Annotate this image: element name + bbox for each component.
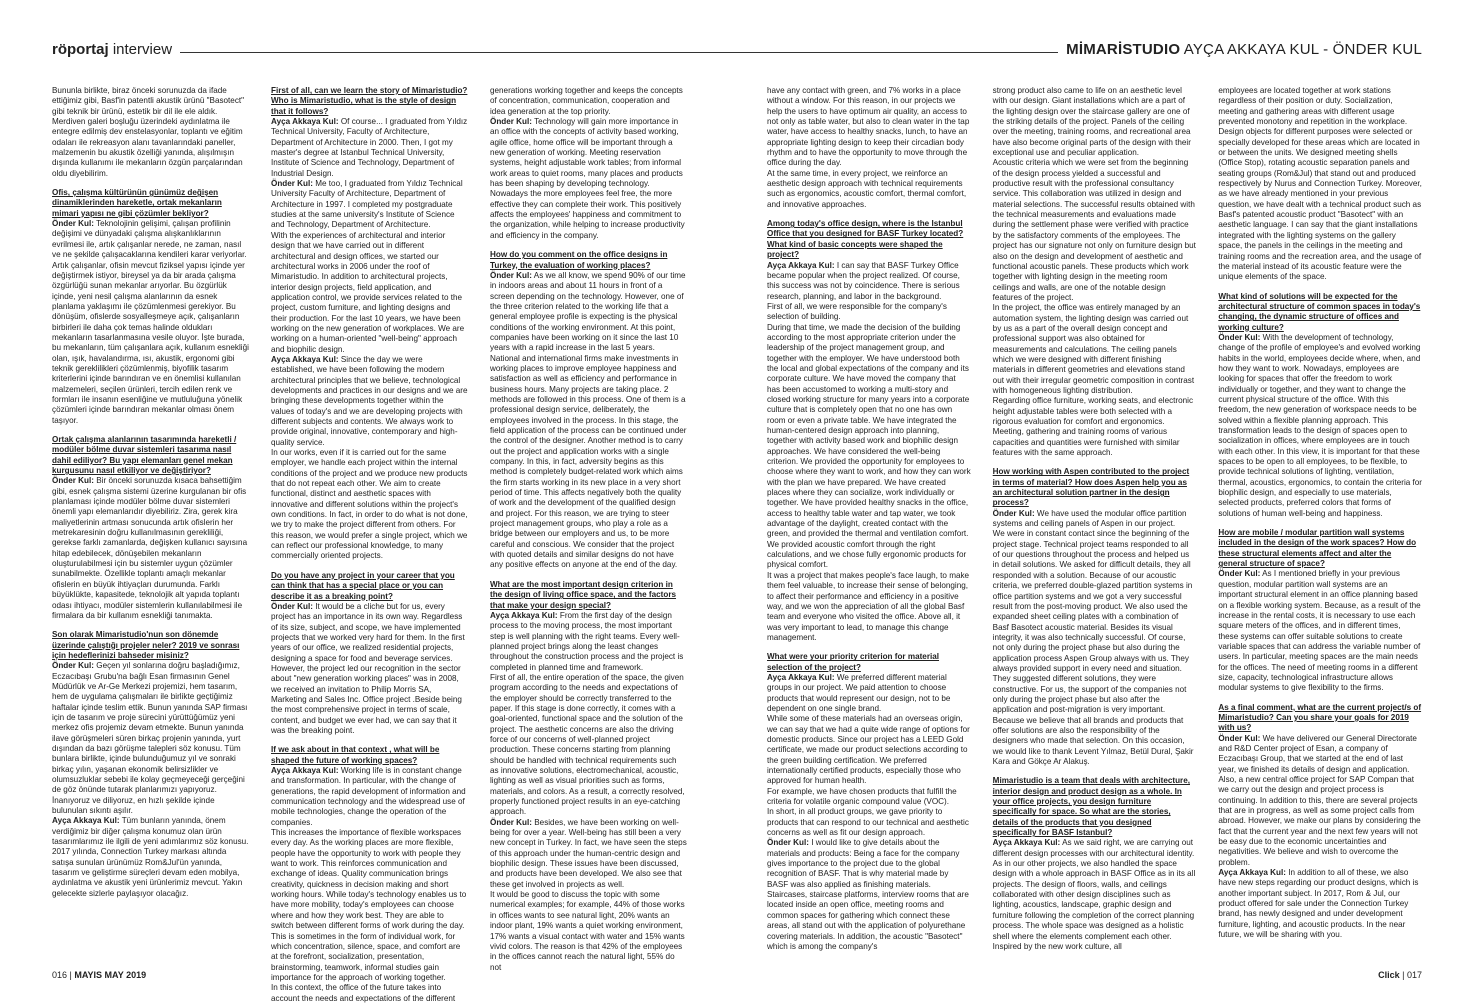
answer-text: I would like to give details about the materials and products: Being a face for the company gives importance to the project due to the global recognition of BASF. That is why material made by BASF was also applied as finishing materials. Staircases, staircase platforms, interview rooms that are located inside an open office, meeting rooms and common spaces for gathering which connect these areas, all stand out with the application of polyurethane covering materials. In addition, the acoustic "Basotect" which is among the company's bbox=[767, 838, 969, 951]
speaker: Ayça Akkaya Kul: bbox=[992, 838, 1061, 848]
paragraph: In our works, even if it is carried out for the same employer, we handle each project within the internal conditions of the project and we produce new products that do not repeat each other. We aim to create functional, distinct and aesthetic spaces with innovative and different solutions within the project's own conditions. In fact, in order to do what is not done, we try to make the project different from others. For this reason, we would prefer a single project, which we can reflect our professional knowledge, to many commercially oriented projects. bbox=[271, 448, 468, 561]
answer bbox=[993, 838, 1197, 952]
question: What were your priority criterion for material selection of the project? bbox=[767, 652, 940, 672]
answer-text: Tüm bunların yanında, önem verdiğimiz bir diğer çalışma konumuz olan ürün tasarımlarımız ile ilgili de yeni adımlarımız söz konusu. 2017 yılında, Connection Turkey markası altında satışa sunulan ürünümüz Rom&Jul'ün yanında, tasarım ve geliştirme süreçleri devam eden mobilya, aydınlatma ve akustik yeni ürünlerimiz mevcut. Yakın gelecekte sizlerle paylaşıyor olacağız. bbox=[52, 816, 249, 898]
right-page bbox=[767, 86, 1422, 958]
answer bbox=[271, 117, 468, 179]
speaker: Ayça Akkaya Kul: bbox=[767, 260, 835, 270]
paragraph: Bununla birlikte, biraz önceki sorunuzda da ifade ettiğimiz gibi, Basf'in patentli akustik ürünü "Basotect" gibi teknik bir ürünü, estetik bir dil ile ele aldık. Merdiven galeri boşluğu üzerindeki aydınlatma ile entegre edilmiş dev enstelasyonlar, toplantı ve eğitim odaları ile rekreasyon alanı tavanlarındaki paneller, malzemenin bu akustik özelliği yanında, alışılmışın dışında kullanımı ile mekanların özgün parçalarından oldu diyebilirim. bbox=[52, 86, 245, 178]
section-label bbox=[52, 41, 172, 58]
speaker: Ayça Akkaya Kul: bbox=[490, 610, 558, 620]
paragraph: In short, in all product groups, we gave priority to products that can respond to our technical and aesthetic concerns as well as fit our design approach. bbox=[767, 807, 969, 838]
answer-text: We preferred different material groups in our project. We paid attention to choose products that would represent our design, not to be dependent on one single brand. bbox=[767, 672, 951, 713]
paragraph: With the experiences of architectural and interior design that we have carried out in different architectural and design offices, we started our architectural works in 2006 under the roof of Mimaristudio. In addition to architectural projects, interior design projects, field application, and application control, we provide services related to the project, custom furniture, and lighting designs and their production. For the last 10 years, we have been working on the new generation of workplaces. We are working on a human-oriented "well-being" approach and biophilic design. bbox=[271, 230, 465, 354]
section-label-light: interview bbox=[112, 40, 173, 58]
speaker: Önder Kul: bbox=[490, 270, 532, 280]
paragraph: have any contact with green, and 7% works in a place without a window. For this reason, in our projects we help the users to have optimum air quality, an access to not only as table water, but also to clean water in the tap water, have access to healthy snacks, lunch, to have an appropriate lighting design to keep their circadian body rhythm and to have the opportunity to move through the office during the day. bbox=[767, 86, 970, 168]
answer-text: Of course... I graduated from Yıldız Technical University, Faculty of Architecture, Department of Architecture in 2000. Then, I got my master's degree at Istanbul Technical University, Institute of Science and Technology, Department of Industrial Design. bbox=[271, 117, 468, 178]
answer bbox=[1218, 734, 1422, 868]
speaker: Önder Kul: bbox=[271, 179, 313, 189]
paragraph: In the project, the office was entirely managed by an automation system, the lighting design was carried out by us as a part of the overall design concept and professional support was also obtained for measurements and calculations. The ceiling panels which we were designed with different finishing materials in different geometries and elevations stand out with their irregular geometric composition in contrast with homogeneous lighting distribution. bbox=[992, 303, 1195, 395]
answer-text: Technology will gain more importance in an office with the concepts of activity based working, agile office, home office will be important through a new generation of working. Meeting reservation systems, height adjustable work tables; from informal work areas to quiet rooms, many places and products has been shaping by developing technology. bbox=[490, 117, 683, 189]
speaker: Ayça Akkaya Kul: bbox=[271, 117, 339, 127]
question: Mimaristudio is a team that deals with architecture, interior design and product design as a whole. In your office projects, you design furniture specifically for space. So what are the stories, details of the products that you designed specifically for BASF Istanbul? bbox=[992, 776, 1190, 838]
issue-date: MAYIS MAY 2019 bbox=[74, 970, 147, 980]
paragraph: Acoustic criteria which we were set from the beginning of the design process yielded a successful and productive result with the professional consultancy service. This collaboration was utilized in design and material selections. The successful results obtained with the technical measurements and evaluations made during the settlement phase were verified with practice by the satisfactory comments of the employees. The project has our signature not only on furniture design but also on the design and development of aesthetic and functional acoustic panels. These products which work together with lighting design in the meeting room ceilings and walls, are one of the notable design features of the project. bbox=[992, 158, 1196, 302]
answer bbox=[490, 117, 687, 189]
paragraph: For example, we have chosen products that fulfill the criteria for volatile organic compound value (VOC). bbox=[767, 786, 957, 807]
speaker: Önder Kul: bbox=[52, 476, 94, 486]
answer-text: Working life is in constant change and transformation. In particular, with the change of generations, the rapid development of information and communication technology and the widespread use of mobile technologies, change the operation of the companies. bbox=[271, 766, 466, 827]
header-rule bbox=[180, 52, 1058, 53]
paragraph: It was a project that makes people's face laugh, to make them feel valuable, to increase their sense of belonging, to affect their performance and efficiency in a positive way, and we won the appreciation of all the global Basf team and everyone who visited the office. Above all, it was very important to lead, to manage this change management. bbox=[767, 570, 970, 642]
answer bbox=[52, 816, 249, 899]
answer bbox=[271, 602, 468, 736]
answer bbox=[767, 838, 971, 952]
question: As a final comment, what are the current project/s of Mimaristudio? Can you share your goals for 2019 with us? bbox=[1218, 702, 1422, 733]
answer bbox=[52, 476, 249, 621]
answer-text: As we said right, we are carrying out different design processes with our architectural identity. As in our other projects, we also handled the space design with a whole approach in BASF Office as in its all projects. The design of floors, walls, and ceilings collaborated with other design disciplines such as lighting, acoustics, landscape, graphic design and furniture following the completion of the correct planning process. The whole space was designed as a holistic shell where the elements complement each other. Inspired by the new work culture, all bbox=[992, 838, 1196, 951]
answer bbox=[52, 219, 249, 426]
answer bbox=[490, 611, 687, 673]
section-label-bold: röportaj bbox=[52, 40, 109, 58]
question: Ofis, çalışma kültürünün günümüz değişen dinamiklerinden hareketle, ortak mekanların mimari yapısı ne gibi çözümler bekliyor? bbox=[52, 188, 222, 218]
answer-text: From the first day of the design process to the moving process, the most important step is well planning with the right teams. Every well-planned project brings along the least changes throughout the construction process and the project is completed in planned time and framework. bbox=[490, 610, 684, 672]
speaker: Ayça Akkaya Kul: bbox=[271, 766, 339, 775]
question: How are mobile / modular partition wall systems included in the design of the work spaces? How do these structural elements affect and alter the general structure of space? bbox=[1218, 528, 1417, 569]
question: How working with Aspen contributed to the project in terms of material? How does Aspen help you as an architectural solution partner in the design process? bbox=[992, 467, 1190, 508]
speaker: Önder Kul: bbox=[767, 838, 809, 848]
page-footer bbox=[52, 968, 1422, 982]
answer bbox=[490, 271, 687, 354]
answer-text: Me too, I graduated from Yıldız Technical University Faculty of Architecture, Department of Architecture in 1997. I completed my postgraduate studies at the same university's Institute of Science and Technology, Department of Architecture. bbox=[271, 179, 463, 230]
answer-text: Teknolojinin gelişimi, çalışan profilinin değişimi ve dünyadaki çalışma alışkanlıklarının evrilmesi ile, artık çalışanlar nerede, ne zaman, nasıl ve ne şekilde çalışacaklarına kendileri karar veriyorlar. Artık çalışanlar, ofisin mevcut fiziksel yapısı içinde yer değiştirmek istiyor, bireysel ya da bir arada çalışma özgürlüğü sunan mekanlar arıyorlar. Bu özgürlük içinde, yeni nesil çalışma alanlarının da esnek planlama yaklaşımı ile çözümlenmesi gerekiyor. Bu dönüşüm, ofislerde sosyalleşmeye açık, çalışanların birbirleri ile daha çok temas halinde oldukları mekanların tasarlanmasına vesile oluyor. İşte burada, bu mekanların, tüm çalışanlara açık, kullanım esnekliği olan, ışık, havalandırma, ısı, akustik, ergonomi gibi teknik gereklilikleri çözümlenmiş, biyofilik tasarım kriterlerini içinde barındıran ve en önemlisi kullanılan malzemeleri, seçilen ürünleri, tercih edilen renk ve formları ile insanın esenliğine ve mutluluğuna yönelik çözümleri içinde barındıran mekanlar olması önem taşıyor. bbox=[52, 219, 249, 425]
answer bbox=[271, 355, 468, 448]
question: Do you have any project in your career that you can think that has a special place or you can describe it as a breaking point? bbox=[271, 570, 455, 601]
answer-text: I can say that BASF Turkey Office became popular when the project realized. Of course, this success was not by coincidence. There is serious research, planning, and labor in the background. bbox=[767, 260, 960, 301]
answer bbox=[1218, 569, 1422, 693]
column-6-english bbox=[1218, 86, 1422, 948]
speaker: Önder Kul: bbox=[52, 661, 94, 671]
answer-text: As we all know, we spend 90% of our time in indoors areas and about 11 hours in front of a screen depending on the technology. However, one of the three criterion related to the working life that a general employee profile is expecting is the physical conditions of the working environment. At this point, companies have been working on it since the last 10 years with a rapid increase in the last 5 years. bbox=[490, 270, 686, 353]
paragraph: Regarding office furniture, working seats, and electronic height adjustable tables were both selected with a rigorous evaluation for comfort and ergonomics. Meeting, gathering and training rooms of various capacities and quantities were furnished with similar features with the same approach. bbox=[992, 396, 1194, 458]
answer bbox=[993, 509, 1197, 530]
studio-credit bbox=[1066, 41, 1422, 58]
paragraph: While some of these materials had an overseas origin, we can say that we had a quite wide range of options for domestic products. Since our project has a LEED Gold certificate, we made our product selections according to the green building certification. We preferred internationally certified products, especially those who approved for human health. bbox=[767, 714, 970, 786]
answer-text: In addition to all of these, we also have new steps regarding our product designs, which is another important subject. In 2017, Rom & Jul, our product offered for sale under the Connection Turkey brand, has newly designed and under development furniture, lighting, and acoustic products. In the near future, we will be sharing with you. bbox=[1218, 868, 1419, 940]
speaker: Önder Kul: bbox=[992, 508, 1035, 518]
answer-text: We have used the modular office partition systems and ceiling panels of Aspen in our project. bbox=[992, 508, 1187, 529]
page-header bbox=[52, 38, 1422, 60]
answer bbox=[767, 673, 971, 714]
answer-text: Bir önceki sorunuzda kısaca bahsettiğim gibi, esnek çalışma sistemi üzerine kurgulanan bir ofis planlaması içinde modüler bölme duvar sistemleri önemli yapı elemanlarıdır diyebiliriz. Zira, gerek kira maliyetlerinin artması sonucunda artık ofislerin her metrekaresinin doğru kullanılmasının gerekliliği, gerekse farklı zamanlarda, değişken kullanıcı sayısına hitap edebilecek, dönüşebilen mekanların oluşturulabilmesi için bu sistemler uygun çözümler sunabilmekte. Özellikle toplantı amaçlı mekanlar ofislerin en büyük ihtiyaçları durumunda. Farklı büyüklükte, kapasitede, teknolojik alt yapıda toplantı odası ihtiyacı, modüler sistemlerin kullanılabilmesi ile firmalara da bir kullanım esnekliği tanımakta. bbox=[52, 476, 248, 620]
column-1-turkish bbox=[52, 86, 249, 948]
answer bbox=[52, 661, 249, 816]
speaker: Ayça Akkaya Kul: bbox=[767, 672, 835, 682]
question: How do you comment on the office designs in Turkey, the evaluation of working places? bbox=[490, 250, 668, 270]
question: What kind of solutions will be expected for the architectural structure of common spaces in today's changing, the dynamic structure of offices and working culture? bbox=[1218, 291, 1421, 332]
answer-text: Since the day we were established, we have been following the modern architectural principles that we believe, technological developments and practices in our designs and we are bringing these developments together within the values of today's and we are developing projects with different subjects and contents. We always work to provide original, innovative, contemporary and high-quality service. bbox=[271, 354, 468, 447]
column-4-english bbox=[767, 86, 971, 951]
answer-text: With the development of technology, change of the profile of employee's and evolved working habits in the world, employees decide where, when, and how they want to work. Nowadays, employees are looking for spaces that offer the freedom to work individually or together, and they want to change the current physical structure of the office. With this freedom, the new generation of workspace needs to be solved within a flexible planning approach. This transformation leads to the design of spaces open to socialization in offices, where employees are in touch with each other. In this view, it is important for that these spaces to be open to all employees, to be flexible, to provide technical solutions of lighting, ventilation, thermal, acoustics, ergonomics, to contain the criteria for biophilic design, and especially to use materials, selected products, preferred colors that forms of solutions of human well-being and happiness. bbox=[1218, 332, 1423, 518]
paragraph: During that time, we made the decision of the building according to the most appropriate criterion under the leadership of the project management group, and together with the employer. We have understood both the local and global expectations of the company and its corporate culture. We have moved the company that has been accustomed to working a multi-story and closed working structure for many years into a corporate culture that is completely open that no one has own room or even a private table. We have integrated the human-centered design approach into planning, together with activity based work and biophilic design approaches. We have considered the well-being criterion. We provided the opportunity for employees to choose where they want to work, and how they can work with the plan we have prepared. We have created places where they can socialize, work individually or together. We have provided healthy snacks in the office, access to healthy table water and tap water, we took advantage of the daylight, created contact with the green, and provided the thermal and ventilation comfort. We provided acoustic comfort through the right calculations, and we chose fully ergonomic products for physical comfort. bbox=[767, 322, 971, 570]
speaker: Ayça Akkaya Kul: bbox=[1218, 868, 1286, 878]
column-2-english bbox=[271, 86, 468, 1003]
paragraph: National and international firms make investments in working places to improve employee happiness and satisfaction as well as efficiency and performance in business hours. Many projects are taking place. 2 methods are followed in this process. One of them is a professional design service, deliberately, the employees involved in the process. In this stage, the field application of the process can be continued under the control of the designer. Another method is to carry out the project and application works with a single company. In this, in fact, adversity begins as this method is completely budget-related work which aims the firm starts working in its new place in a very short period of time. This affects negatively both the quality of work and the development of the qualified design and project. For this reason, we are trying to steer project management groups, who play a role as a bridge between our employers and us, to be more careful and conscious. We consider that the project with quoted details and similar designs do not have any positive effects on anyone at the end of the day. bbox=[490, 353, 687, 570]
paragraph: We were in constant contact since the beginning of the project stage. Technical project teams responded to all of our questions throughout the process and helped us in detail solutions. We asked for difficult details, they all responded with a solution. Because of our acoustic criteria, we preferred double-glazed partition systems in office partition systems and we got a very successful result from the post-moving product. We also used the expanded sheet ceiling plates with a combination of Basf Basotect acoustic material. Besides its visual integrity, it was also technically successful. Of course, not only during the project phase but also during the application process Aspen Group always with us. They always provided support in every need and situation. They suggested different solutions, they were constructive. For us, the support of the companies not only during the project phase but also after the application and post-migration is very important. Because we believe that all brands and products that offer solutions are also the responsibility of the designers who made that selection. On this occasion, we would like to thank Levent Yılmaz, Betül Dural, Şakir Kara and Gökçe Ar Alakuş. bbox=[992, 529, 1194, 766]
answer bbox=[271, 766, 468, 828]
studio-people: AYÇA AKKAYA KUL - ÖNDER KUL bbox=[1183, 40, 1422, 58]
left-page-number: 016 bbox=[52, 970, 68, 980]
paragraph: generations working together and keeps the concepts of concentration, communication, cooperation and idea generation at the top priority. bbox=[490, 86, 683, 116]
question: Son olarak Mimaristudio'nun son dönemde üzerinde çalıştığı projeler neler? 2019 ve sonrası için hedeflerinizi bahseder misiniz? bbox=[52, 630, 240, 660]
left-folio: 016 | MAYIS MAY 2019 bbox=[52, 970, 147, 980]
paragraph: At the same time, in every project, we reinforce an aesthetic design approach with technical requirements such as ergonomics, acoustic comfort, thermal comfort, and innovative approaches. bbox=[767, 168, 967, 209]
right-folio: Click | 017 bbox=[1378, 970, 1422, 980]
right-page-number: 017 bbox=[1406, 970, 1422, 980]
paragraph: First of all, we were responsible for the company's selection of building. bbox=[767, 301, 947, 322]
speaker: Önder Kul: bbox=[490, 817, 532, 827]
paragraph: It would be good to discuss the topic with some numerical examples; for example, 44% of those works in offices wants to see natural light, 20% wants an indoor plant, 19% wants a quiet working environment, 17% wants a visual contact with water and 15% wants vivid colors. The reason is that 42% of the employees in the offices cannot reach the natural light, 55% do not bbox=[490, 890, 685, 972]
speaker: Önder Kul: bbox=[1218, 569, 1261, 579]
speaker: Ayça Akkaya Kul: bbox=[52, 816, 120, 826]
answer-text: As I mentioned briefly in your previous question, modular partition wall systems are an important structural element in an office planning based on a flexible working system. Because, as a result of the increase in the rental costs, it is necessary to use each square meters of the offices, and in different times, these systems can offer suitable solutions to create variable spaces that can address the variable number of users. In particular, meeting spaces are the main needs for the offices. The need of meeting rooms in a different size, capacity, technological infrastructure allows modular systems to give flexibility to the firms. bbox=[1218, 569, 1421, 693]
speaker: Önder Kul: bbox=[490, 117, 532, 127]
speaker: Önder Kul: bbox=[52, 219, 94, 229]
paragraph: First of all, the entire operation of the space, the given program according to the needs and expectations of the employer should be correctly transferred to the paper. If this stage is done correctly, it comes with a goal-oriented, functional space and the solution of the project. The aesthetic concerns are also the driving force of our concerns of well-planned project production. These concerns starting from planning should be handled with technical requirements such as innovative solutions, electromechanical, acoustic, lighting as well as visual priorities such as forms, materials, and colors. As a result, a correctly resolved, properly functioned project results in an eye-catching approach. bbox=[490, 672, 685, 817]
speaker: Önder Kul: bbox=[1218, 733, 1261, 743]
speaker: Önder Kul: bbox=[1218, 332, 1261, 342]
answer bbox=[1218, 868, 1422, 940]
column-5-english bbox=[992, 86, 1197, 951]
answer-text: We have delivered our General Directorate and R&D Center project of Esan, a company of Eczacıbaşı Group, that we started at the end of last year, we finished its details of design and application. Also, a new central office project for SAP Compan that we carry out the design and project process is continuing. In addition to this, there are several projects that are in progress, as well as some project calls from abroad. However, we make our plans by considering the fact that the current year and the next few years will not be easy due to the economic uncertainties and negativities. We believe and wish to overcome the problem. bbox=[1218, 733, 1421, 867]
question: What are the most important design criterion in the design of living office space, and the factors that make your design special? bbox=[490, 579, 677, 610]
answer bbox=[490, 818, 687, 890]
question: First of all, can we learn the story of Mimaristudio? Who is Mimaristudio, what is the style of design that it follows? bbox=[271, 86, 468, 116]
question: Ortak çalışma alanlarının tasarımında hareketli / modüler bölme duvar sistemleri tasarıma nasıl dahil ediliyor? Bu yapı elemanları genel mekan kurgusunu nasıl etkiliyor ve değiştiriyor? bbox=[52, 435, 237, 476]
answer-text: It would be a cliche but for us, every project has an importance in its own way. Regardless of its size, subject, and scope, we have implemented projects that we worked very hard for them. In the first years of our office, we realized residential projects, designing a space for food and beverage services. However, the project led our recognition in the sector about "new generation working places" was in 2008, we received an invitation to Philip Morris SA, Marketing and Sales Inc. Office project .Beside being the most comprehensive project in terms of scale, content, and budget we ever had, we can say that it was the breaking point. bbox=[271, 601, 465, 735]
column-3-english bbox=[490, 86, 687, 972]
answer-text: Geçen yıl sonlarına doğru başladığımız, Eczacıbaşı Grubu'na bağlı Esan firmasının Genel Müdürlük ve Ar-Ge Merkezi projemizi, hem tasarım, hem de uygulama çalışmaları ile birlikte geçtiğimiz haftalar içinde teslim ettik. Bunun yanında SAP firması için de tasarım ve proje sürecini yürüttüğümüz yeni merkez ofis projemiz devam etmekte. Bunun yanında ilave görüşmeleri süren birkaç projenin yanında, yurt dışından da bazı görüşme talepleri söz konusu. Tüm bunlara birlikte, içinde bulunduğumuz yıl ve sonraki birkaç yılın, yaşanan ekonomik belirsizlikler ve olumsuzluklar sebebi ile kolay geçmeyeceği gerçeğini de göz önünde tutarak planlarımızı yapıyoruz. İnanıyoruz ve diliyoruz, en hızlı şekilde içinde bulunulan sıkıntı aşılır. bbox=[52, 661, 248, 816]
speaker: Ayça Akkaya Kul: bbox=[271, 354, 339, 364]
paragraph: In this context, the office of the future takes into account the needs and expectations of the different bbox=[271, 983, 456, 1003]
answer bbox=[1218, 333, 1422, 519]
question: If we ask about in that context , what will be shaped the future of working spaces? bbox=[271, 745, 440, 765]
studio-name: MİMARİSTUDIO bbox=[1066, 40, 1181, 58]
answer bbox=[767, 261, 971, 302]
answer-text: Besides, we have been working on well-being for over a year. Well-being has still been a very new concept in Turkey. In fact, we have seen the steps of this approach under the human-centric design and biophilic design. These issues have been discussed, and products have been developed. We also see that these get involved in projects as well. bbox=[490, 817, 687, 889]
paragraph: strong product also came to life on an aesthetic level with our design. Giant installations which are a part of the lighting design over the staircase gallery are one of the striking details of the project. Panels of the ceiling over the meeting, training rooms, and recreational area have also become original parts of the design with their exceptional use and peculiar application. bbox=[992, 86, 1191, 158]
answer bbox=[271, 179, 468, 231]
speaker: Önder Kul: bbox=[271, 601, 313, 611]
paragraph: employees are located together at work stations regardless of their position or duty. Socialization, meeting and gathering areas with different usage prevented monotony and repetition in the workplace. Design objects for different purposes were selected or specially developed for these areas which are located in or between the units. We designed meeting shells (Office Stop), rotating acoustic separation panels and seating groups (Rom&Jul) that stand out and produced respectively by Nurus and Connection Turkey. Moreover, as we have already mentioned in your previous question, we have dealt with a technical product such as Basf's patented acoustic product "Basotect" with an aesthetic language. I can say that the giant installations integrated with the lighting systems on the gallery space, the panels in the ceilings in the meeting and training rooms and the recreation area, and the usage of the material instead of its acoustic feature were the unique elements of the space. bbox=[1218, 86, 1422, 282]
paragraph: This increases the importance of flexible workspaces every day. As the working places are more flexible, people have the opportunity to work with people they want to work. This reinforces communication and exchange of ideas. Quality communication brings creativity, quickness in decision making and short working hours. While today's technology enables us to have more mobility, today's employees can choose where and how they work best. They are able to switch between different forms of work during the day. This is sometimes in the form of individual work, for which concentration, silence, space, and comfort are at the forefront, socialization, presentation, brainstorming, teamwork, informal studies gain importance for the approach of working together. bbox=[271, 828, 467, 982]
magazine-name: Click bbox=[1378, 970, 1400, 980]
question: Among today's office design, where is the Istanbul Office that you designed for BASF Turkey located? What kind of basic concepts were shaped the project? bbox=[767, 219, 964, 260]
paragraph: Nowadays the more employees feel free, the more effective they can complete their work. This positively affects the employees' happiness and commitment to the organization, while helping to increase productivity and efficiency in the company. bbox=[490, 189, 685, 240]
